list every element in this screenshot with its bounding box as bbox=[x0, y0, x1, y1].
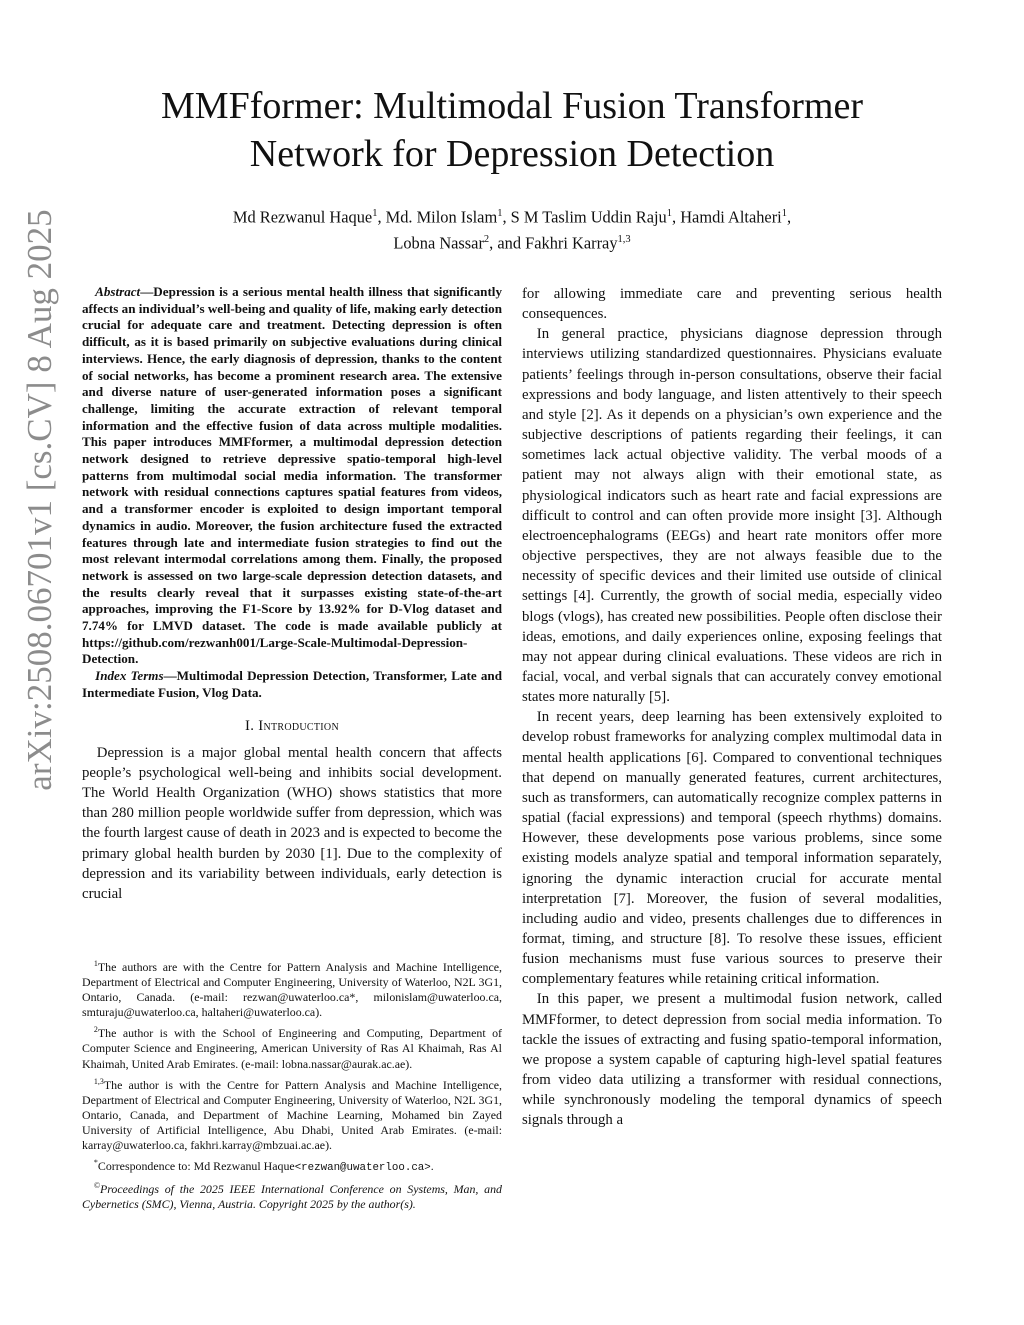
author-list bbox=[120, 202, 904, 255]
footnote-text: Correspondence to: Md Rezwanul Haque bbox=[97, 1159, 295, 1173]
abstract-label: Abstract bbox=[95, 284, 141, 299]
author-name: Md Rezwanul Haque bbox=[232, 207, 373, 227]
body-paragraph: for allowing immediate care and preventing serious health consequences. bbox=[522, 286, 942, 323]
section-heading-introduction bbox=[82, 716, 502, 736]
footnote-3 bbox=[82, 1074, 502, 1153]
author-affiliation: 1,3 bbox=[617, 234, 631, 246]
footnotes bbox=[82, 956, 502, 1214]
footnote-text: The author is with the Centre for Pattern Analysis and Machine Intelligence, Department of Electrical and Computer Engineering, University of Waterloo, N2L 3G1, Ontario, Canada, and Department of Machine Learning, Mohamed bin Zayed University of Artificial Intelligence, Abu Dhabi, United Arab Emirates. (e-mail: karray@uwaterloo.ca, fakhri.karray@mbzuai.ac.ae). bbox=[82, 1077, 502, 1152]
title-line-1: MMFformer: Multimodal Fusion Transformer bbox=[161, 85, 863, 127]
paper-title bbox=[100, 82, 924, 178]
author-name: S M Taslim Uddin Raju bbox=[510, 207, 667, 227]
footnote-1 bbox=[82, 956, 502, 1020]
index-terms bbox=[82, 668, 502, 701]
author-affiliation: 1 bbox=[666, 208, 673, 219]
author-affiliation: 2 bbox=[483, 234, 490, 246]
footnote-2 bbox=[82, 1022, 502, 1071]
correspondence-email[interactable]: <rezwan@uwaterloo.ca> bbox=[294, 1162, 431, 1174]
footnote-text: Proceedings of the 2025 IEEE International Conference on Systems, Man, and Cybernetics (SMC), Vienna, Austria. Copyright 2025 by the author(s). bbox=[82, 1182, 502, 1212]
footnote-mark: 1 bbox=[93, 959, 98, 968]
author-name: Lobna Nassar bbox=[393, 233, 484, 253]
author-separator: , and bbox=[489, 233, 526, 253]
footnote-text: The authors are with the Centre for Pattern Analysis and Machine Intelligence, Department of Electrical and Computer Engineering, University of Waterloo, N2L 3G1, Ontario, Canada. (e-mail: rezwan@uwaterloo.ca*, milonislam@uwaterloo.ca, smturaju@uwaterloo.ca, haltaheri@uwaterloo.ca). bbox=[82, 959, 502, 1020]
footnote-mark: * bbox=[93, 1158, 98, 1168]
author-name: Fakhri Karray bbox=[525, 233, 618, 253]
footnote-end: . bbox=[430, 1159, 434, 1173]
section-number: I. bbox=[245, 717, 259, 734]
right-column bbox=[522, 284, 942, 1131]
author-affiliation: 1 bbox=[372, 208, 378, 219]
arxiv-stamp: arXiv:2508.06701v1 [cs.CV] 8 Aug 2025 bbox=[20, 209, 59, 791]
author-separator: , bbox=[377, 207, 386, 227]
footnote-correspondence bbox=[82, 1155, 502, 1176]
footnote-mark: © bbox=[93, 1181, 100, 1191]
left-column bbox=[82, 284, 502, 904]
footnote-proceedings bbox=[82, 1178, 502, 1212]
body-paragraph: In this paper, we present a multimodal fusion network, called MMFformer, to detect depression from social media information. To tackle the issues of extracting and fusing spatio-temporal information, we propose a system capable of capturing high-level spatial features from video data utilizing a transformer with residual connections, while synchronously modeling the temporal dynamics of speech signals through a bbox=[522, 991, 942, 1129]
index-terms-label: Index Terms bbox=[95, 668, 164, 684]
author-affiliation: 1 bbox=[497, 208, 503, 219]
intro-paragraph: Depression is a major global mental health concern that affects people’s psychological well-being and inhibits social development. The World Health Organization (WHO) shows statistics that more than 280 million people worldwide suffer from depression, which was the fourth largest cause of death in 2023 and is expected to become the primary global health burden by 2030 [1]. Due to the complexity of depression and its variability between individuals, early detection is crucial bbox=[82, 744, 502, 902]
footnote-mark: 2 bbox=[93, 1025, 98, 1035]
author-separator: , bbox=[672, 207, 681, 227]
body-paragraph: In general practice, physicians diagnose depression through interviews utilizing standardized questionnaires. Physicians evaluate patients’ feelings through in-person consultations, observe their facial expressions and body language, and listen attentively to their speech and style [2]. As it depends on a physician’s own experience and the subjective descriptions of patients regarding their feelings, it can sometimes lack actual objective validity. The verbal moods of a patient may not always align with their emotional state, as physiological indicators such as heart rate and facial expressions are difficult to control and can often provide more insight [3]. Although electroencephalograms (EEGs) and heart rate monitors offer more objective perspectives, they are not always feasible due to the necessity of specific devices and their limited use outside of clinical settings [4]. Currently, the growth of social media, especially video blogs (vlogs), has created new possibilities. People often disclose their ideas, emotions, and daily experiences online, exposing feelings that may not appear during clinical evaluations. These videos are rich in facial, vocal, and verbal signals that can accurately convey emotional states more naturally [5]. bbox=[522, 326, 942, 706]
author-affiliation: 1 bbox=[781, 208, 787, 219]
abstract bbox=[82, 284, 502, 668]
author-separator: , bbox=[502, 207, 511, 227]
index-terms-text: —Multimodal Depression Detection, Transformer, Late and Intermediate Fusion, Vlog Data. bbox=[82, 668, 503, 700]
author-name: Md. Milon Islam bbox=[385, 207, 498, 227]
footnote-mark: 1,3 bbox=[93, 1076, 104, 1086]
title-line-2: Network for Depression Detection bbox=[249, 133, 775, 175]
body-paragraph: In recent years, deep learning has been extensively exploited to develop robust frameworks for analyzing complex multimodal data in mental health applications [6]. Compared to conventional techniques that depend on manually generated features, current architectures, such as transformers, can automatically recognize complex patterns in spatial (facial expressions) and temporal (speech rhythms) domains. However, these developments pose various problems, since some existing models analyze spatial and temporal information separately, ignoring the dynamic interaction crucial for accurate mental interpretation [7]. Moreover, the fusion of several modalities, including audio and video, presents challenges due to differences in format, timing, and structure [8]. To resolve these issues, efficient fusion mechanisms must fuse various sources to preserve their complementary features while retaining critical information. bbox=[522, 709, 942, 988]
author-name: Hamdi Altaheri bbox=[680, 207, 782, 227]
abstract-text: —Depression is a serious mental health illness that significantly affects an individual’s well-being and quality of life, making early detection crucial for adequate care and treatment. Detecting depression is often difficult, as it is based primarily on subjective evaluations during clinical interviews. Hence, the early diagnosis of depression, thanks to the content of social networks, has become a prominent research area. The extensive and diverse nature of user-generated information poses a significant challenge, limiting the accurate extraction of relevant temporal information and the effective fusion of data across multiple modalities. This paper introduces MMFformer, a multimodal depression detection network designed to retrieve depressive spatio-temporal high-level patterns from multimodal social media information. The transformer network with residual connections captures spatial features from videos, and a transformer encoder is exploited to design important temporal dynamics in audio. Moreover, the fusion architecture fused the extracted features through late and intermediate fusion strategies to find out the most relevant intermodal correlations among them. Finally, the proposed network is assessed on two large-scale depression detection datasets, and the results clearly reveal that it surpasses existing state-of-the-art approaches, improving the F1-Score by 13.92% for D-Vlog dataset and 7.74% for LMVD dataset. The code is made available publicly at https://github.com/rezwanh001/Large-Scale-Multimodal-Depression-Detection. bbox=[82, 284, 502, 667]
author-separator: , bbox=[786, 207, 792, 227]
section-title: Introduction bbox=[258, 717, 339, 734]
footnote-text: The author is with the School of Engineering and Computing, Department of Computer Science and Engineering, American University of Ras Al Khaimah, Ras Al Khaimah, United Arab Emirates. (e-mail: lobna.nassar@aurak.ac.ae). bbox=[82, 1026, 502, 1071]
